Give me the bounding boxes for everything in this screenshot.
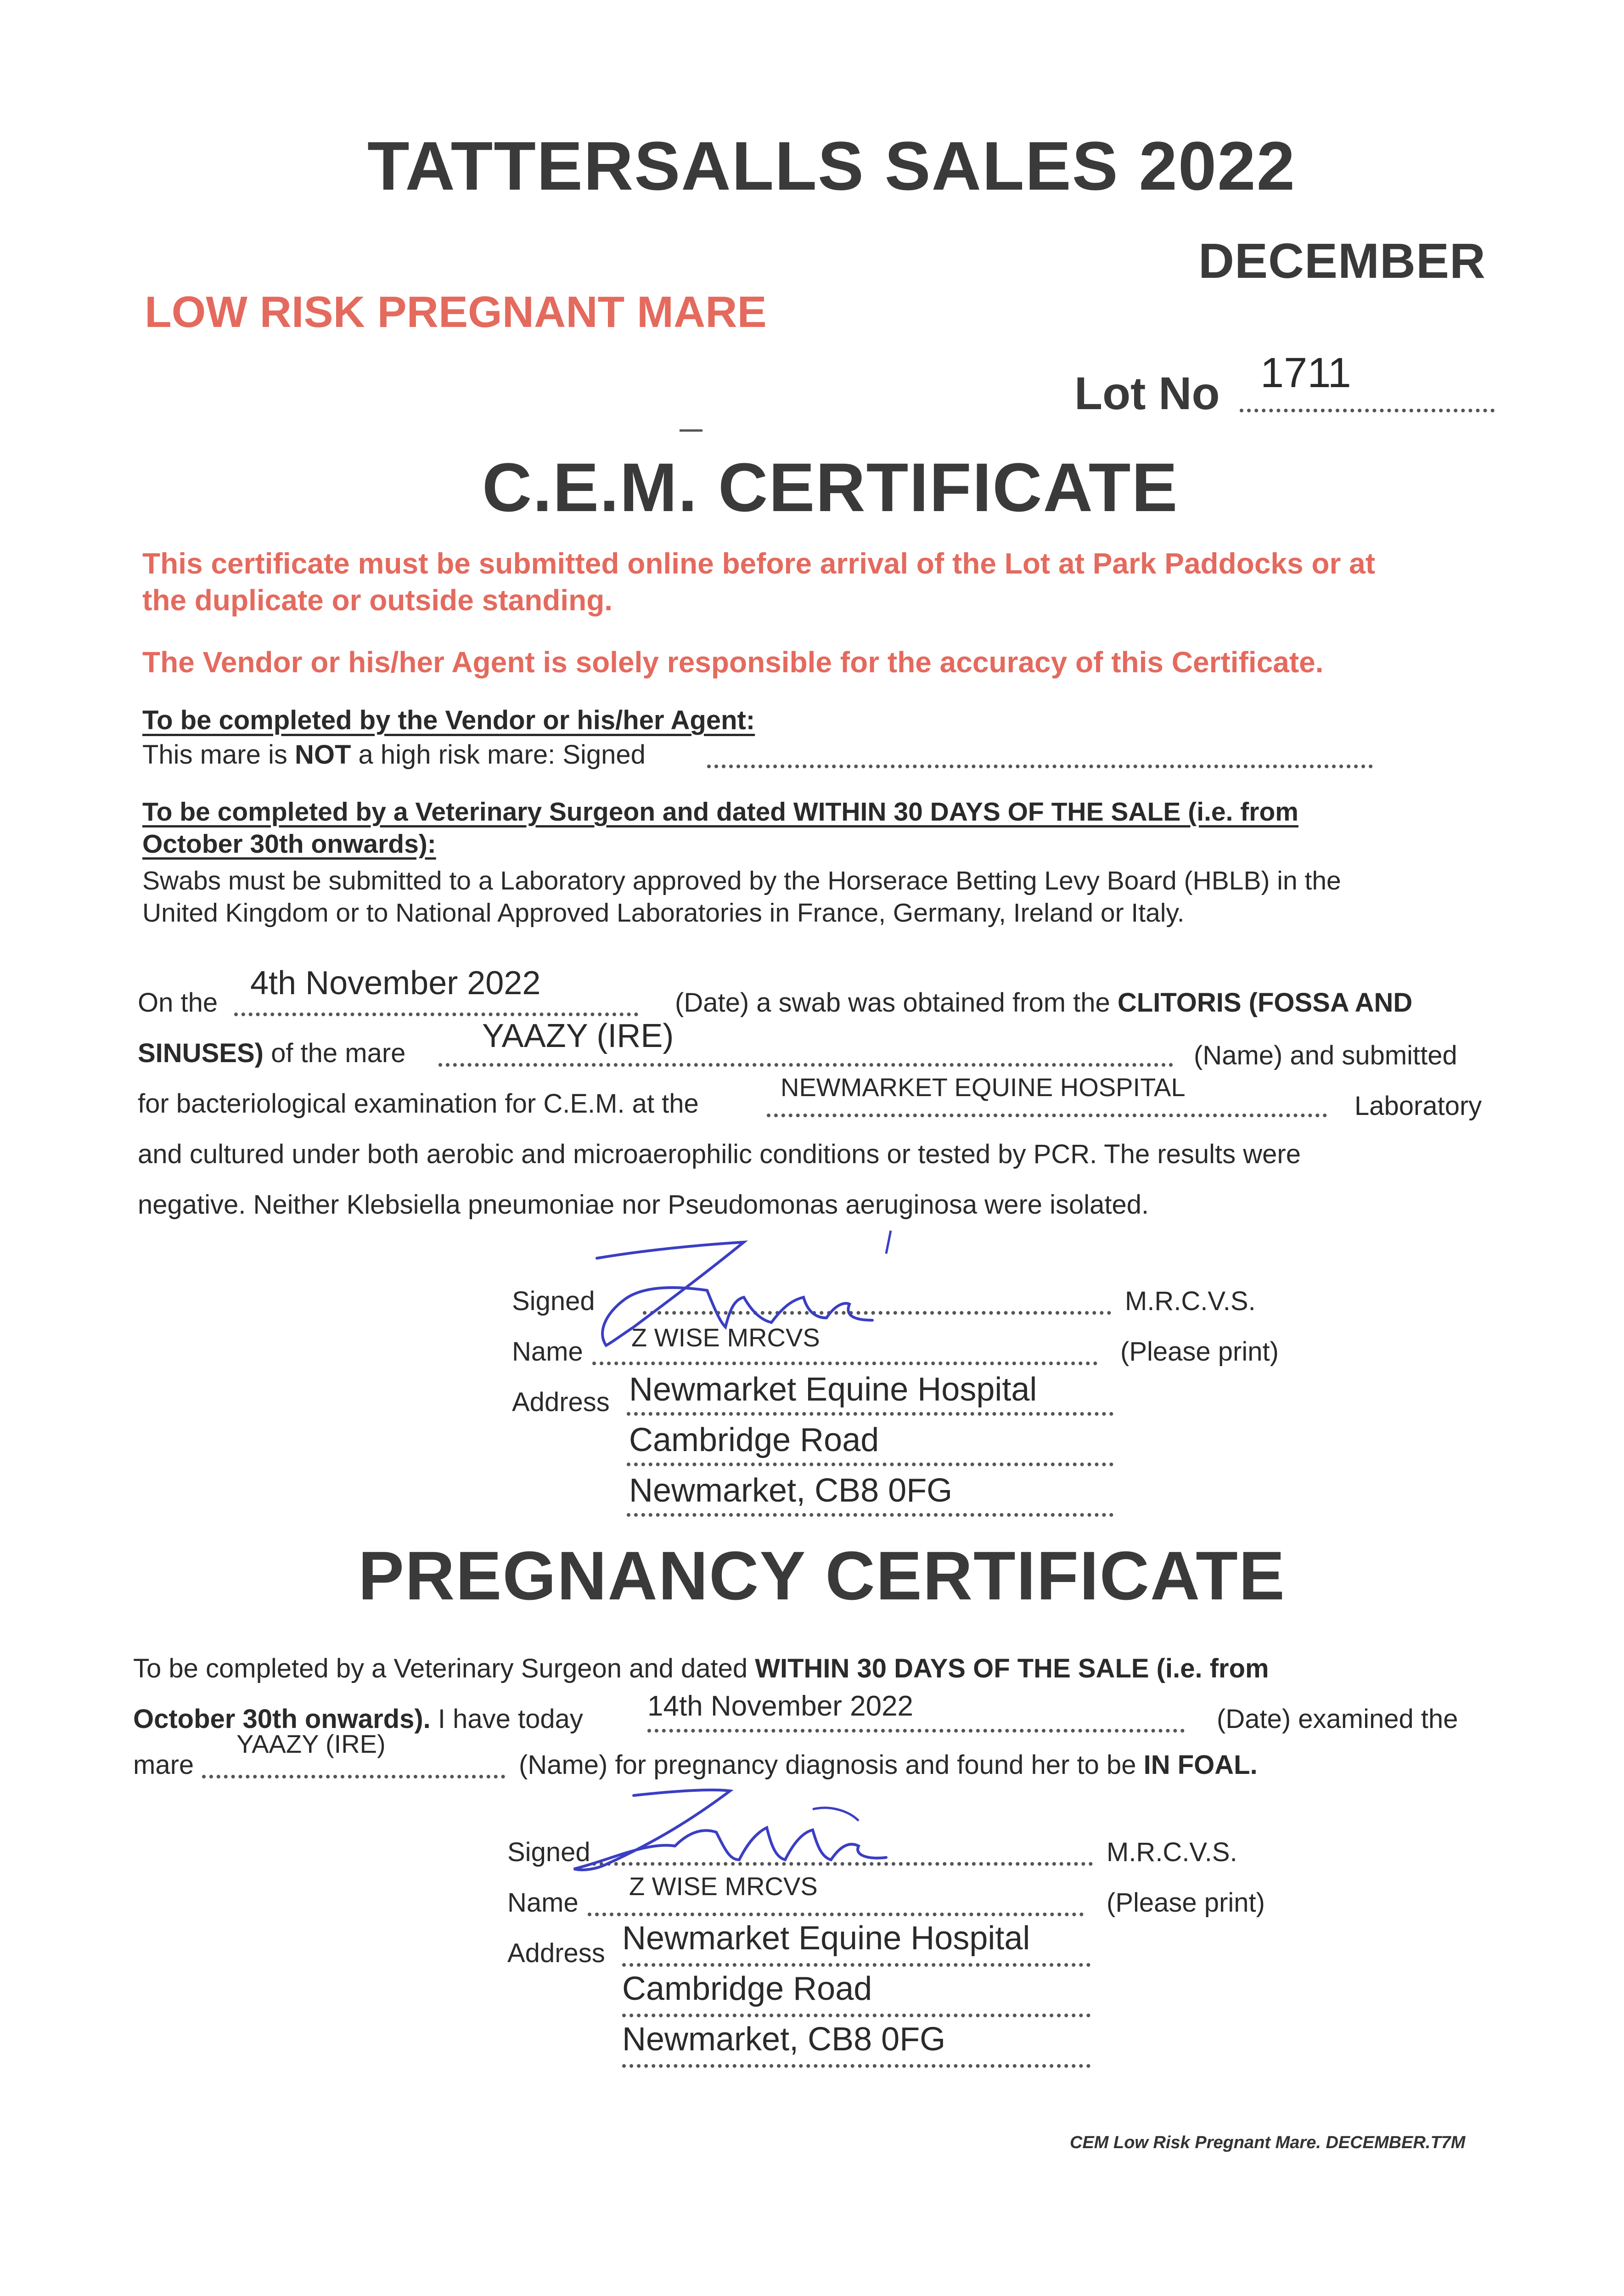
preg-line-1-text: To be completed by a Veterinary Surgeon and dated bbox=[133, 1654, 755, 1683]
mare-name: YAAZY (IRE) bbox=[482, 1018, 674, 1054]
vendor-declaration bbox=[142, 739, 646, 770]
cem-name-label: Name bbox=[512, 1337, 583, 1367]
swab-date-line bbox=[234, 1013, 638, 1016]
lot-number-line bbox=[1240, 409, 1495, 412]
lot-number: 1711 bbox=[1260, 349, 1351, 396]
preg-date-line bbox=[647, 1729, 1185, 1733]
preg-result: IN FOAL. bbox=[1143, 1750, 1258, 1780]
preg-address-line-1 bbox=[622, 1963, 1090, 1967]
preg-name-label: Name bbox=[507, 1888, 579, 1918]
preg-line-3 bbox=[519, 1750, 1258, 1780]
preg-date-suffix: (Date) examined the bbox=[1217, 1704, 1458, 1734]
cem-address-label: Address bbox=[512, 1387, 610, 1417]
preg-please-print: (Please print) bbox=[1107, 1888, 1265, 1918]
preg-deadline: WITHIN 30 DAYS OF THE SALE (i.e. from bbox=[755, 1654, 1269, 1683]
cem-address-1: Newmarket Equine Hospital bbox=[629, 1371, 1037, 1408]
culture-line: and cultured under both aerobic and microaerophilic conditions or tested by PCR. The results were bbox=[138, 1139, 1301, 1169]
vendor-not: NOT bbox=[294, 740, 351, 770]
cem-name-line bbox=[592, 1362, 1097, 1365]
preg-exam-date: 14th November 2022 bbox=[647, 1690, 914, 1722]
preg-address-3: Newmarket, CB8 0FG bbox=[622, 2021, 946, 2058]
vet-heading-1: To be completed by a Veterinary Surgeon and dated WITHIN 30 DAYS OF THE SALE (i.e. from bbox=[142, 797, 1298, 827]
swab-line-2: United Kingdom or to National Approved Laboratories in France, Germany, Ireland or Italy. bbox=[142, 898, 1185, 928]
of-the-mare-label: of the mare bbox=[263, 1038, 406, 1068]
cem-address-line-1 bbox=[627, 1412, 1113, 1416]
swab-date: 4th November 2022 bbox=[250, 965, 541, 1002]
preg-signed-label: Signed bbox=[507, 1837, 590, 1867]
cem-address-3: Newmarket, CB8 0FG bbox=[629, 1472, 953, 1509]
vendor-signed-label: a high risk mare: Signed bbox=[351, 740, 646, 770]
mare-line bbox=[138, 1038, 405, 1069]
preg-line-1 bbox=[133, 1653, 1269, 1684]
form-code: CEM Low Risk Pregnant Mare. DECEMBER.T7M bbox=[1070, 2133, 1466, 2152]
sales-title: TATTERSALLS SALES 2022 bbox=[367, 127, 1296, 204]
pregnancy-heading: PREGNANCY CERTIFICATE bbox=[358, 1537, 1286, 1614]
swab-site: CLITORIS (FOSSA AND bbox=[1117, 988, 1413, 1018]
laboratory-suffix: Laboratory bbox=[1354, 1091, 1482, 1121]
cem-notice-2: the duplicate or outside standing. bbox=[142, 584, 613, 617]
swab-line-1: Swabs must be submitted to a Laboratory approved by the Horserace Betting Levy Board (HBLB) in the bbox=[142, 866, 1341, 895]
cem-mrcvs: M.R.C.V.S. bbox=[1125, 1286, 1256, 1316]
laboratory-name: NEWMARKET EQUINE HOSPITAL bbox=[781, 1073, 1186, 1102]
preg-address-label: Address bbox=[507, 1938, 605, 1968]
preg-from-date: October 30th onwards). bbox=[133, 1704, 431, 1734]
vet-heading-2: October 30th onwards): bbox=[142, 829, 436, 859]
vendor-signature-line bbox=[707, 765, 1373, 768]
category-label: LOW RISK PREGNANT MARE bbox=[145, 287, 767, 337]
vendor-heading: To be completed by the Vendor or his/her Agent: bbox=[142, 705, 755, 735]
cem-address-line-2 bbox=[627, 1463, 1113, 1466]
cem-address-line-3 bbox=[627, 1513, 1113, 1517]
cem-signed-label: Signed bbox=[512, 1286, 595, 1316]
preg-mare-name: YAAZY (IRE) bbox=[236, 1729, 386, 1758]
cem-address-2: Cambridge Road bbox=[629, 1422, 879, 1458]
mare-name-suffix: (Name) and submitted bbox=[1194, 1041, 1457, 1070]
cem-please-print: (Please print) bbox=[1120, 1337, 1279, 1367]
swab-source-text: (Date) a swab was obtained from the bbox=[675, 988, 1118, 1018]
cem-vet-name: Z WISE MRCVS bbox=[631, 1323, 820, 1352]
preg-name-line bbox=[588, 1913, 1084, 1916]
lab-line-label: for bacteriological examination for C.E.M. at the bbox=[138, 1089, 699, 1119]
result-line: negative. Neither Klebsiella pneumoniae nor Pseudomonas aeruginosa were isolated. bbox=[138, 1190, 1149, 1220]
preg-mrcvs: M.R.C.V.S. bbox=[1107, 1837, 1237, 1867]
swab-site-cont: SINUSES) bbox=[138, 1038, 264, 1068]
preg-address-1: Newmarket Equine Hospital bbox=[622, 1920, 1030, 1957]
preg-address-line-3 bbox=[622, 2064, 1090, 2068]
preg-mare-line bbox=[202, 1775, 505, 1778]
sale-month: DECEMBER bbox=[1198, 233, 1486, 288]
laboratory-line bbox=[767, 1114, 1327, 1117]
mare-name-line bbox=[438, 1063, 1173, 1067]
cem-notice-1: This certificate must be submitted online before arrival of the Lot at Park Paddocks or at bbox=[142, 547, 1376, 580]
swab-date-suffix bbox=[675, 987, 1412, 1018]
preg-mare-label: mare bbox=[133, 1750, 194, 1780]
preg-diagnosis-text: (Name) for pregnancy diagnosis and found her to be bbox=[519, 1750, 1144, 1780]
vendor-line-text: This mare is bbox=[142, 740, 295, 770]
preg-today-label: I have today bbox=[430, 1704, 583, 1734]
stray-mark bbox=[680, 429, 702, 432]
preg-address-2: Cambridge Road bbox=[622, 1970, 872, 2007]
cem-notice-3: The Vendor or his/her Agent is solely responsible for the accuracy of this Certificate. bbox=[142, 646, 1324, 679]
lot-label: Lot No bbox=[1074, 368, 1220, 419]
on-the-label: On the bbox=[138, 988, 218, 1018]
cem-heading: C.E.M. CERTIFICATE bbox=[482, 449, 1179, 526]
preg-vet-name: Z WISE MRCVS bbox=[629, 1872, 818, 1901]
preg-address-line-2 bbox=[622, 2014, 1090, 2017]
